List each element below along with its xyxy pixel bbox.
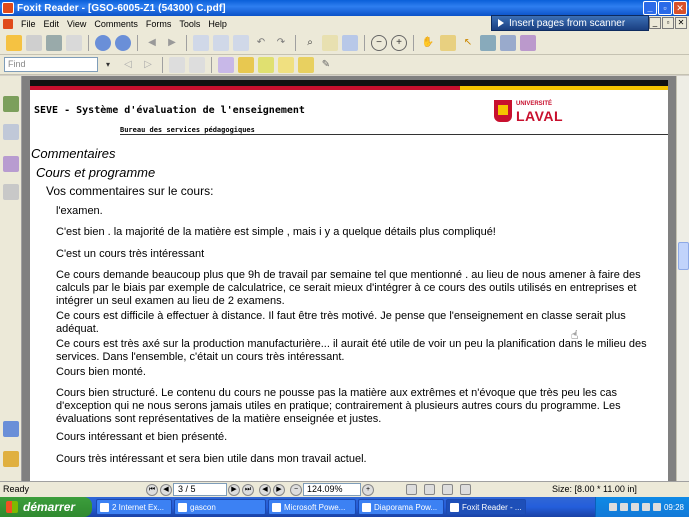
insert-pages-banner[interactable] — [491, 15, 649, 31]
taskbar-item-label: Microsoft Powe... — [284, 502, 346, 512]
maximize-button[interactable]: ▫ — [658, 1, 672, 15]
toolbar-separator — [162, 57, 163, 73]
attachments-panel-icon[interactable] — [3, 184, 19, 200]
comment-text: C'est bien . la majorité de la matière est simple , mais i y a quelque détails plus compliqué! — [56, 226, 496, 238]
update-icon[interactable] — [653, 503, 661, 511]
toolbar-separator — [413, 35, 414, 51]
minimize-button[interactable]: _ — [643, 1, 657, 15]
document-header-subtitle: Bureau des services pédagogiques — [120, 126, 255, 134]
vertical-scrollbar[interactable] — [676, 76, 689, 481]
find-next-icon[interactable]: ▷ — [144, 59, 152, 70]
internet-explorer-icon — [100, 503, 109, 512]
menu-view[interactable]: View — [67, 18, 87, 29]
single-layout-icon[interactable] — [406, 484, 417, 495]
logo-small-text: UNIVERSITÉ — [516, 101, 553, 107]
taskbar-item-label: gascon — [190, 502, 216, 512]
zoom-search-icon[interactable]: ⌕ — [307, 37, 313, 48]
scrollbar-thumb[interactable] — [678, 242, 689, 270]
system-tray — [595, 497, 689, 517]
document-window-controls — [649, 17, 687, 29]
zoom-in-icon[interactable]: + — [391, 35, 407, 51]
pencil-icon[interactable]: ✎ — [321, 59, 331, 70]
back-arrow-icon[interactable]: ◀ — [148, 37, 156, 48]
paste-icon[interactable] — [233, 35, 249, 51]
previous-page-icon[interactable]: ◀ — [160, 484, 172, 496]
save-icon[interactable] — [26, 35, 42, 51]
toolbar-separator — [186, 35, 187, 51]
note-icon[interactable] — [238, 57, 254, 73]
single-page-icon[interactable] — [169, 57, 185, 73]
menu-file[interactable]: File — [21, 18, 36, 29]
clock: 09:28 — [663, 502, 684, 512]
volume-icon[interactable] — [620, 503, 628, 511]
zoom-level-input[interactable]: 124.09% — [303, 483, 361, 496]
continuous-layout-icon[interactable] — [424, 484, 435, 495]
taskbar-item-internet-explorer[interactable] — [96, 499, 172, 515]
comment-text: Cours bien monté. — [56, 366, 146, 378]
taskbar-item-diaporama[interactable] — [358, 499, 444, 515]
doc-minimize-button[interactable]: _ — [649, 17, 661, 29]
last-page-icon[interactable]: ⏭ — [242, 484, 254, 496]
facing-layout-icon[interactable] — [442, 484, 453, 495]
typewriter-icon[interactable] — [298, 57, 314, 73]
comment-text: Cours bien structuré. Le contenu du cours ne pousse pas la matière aux extrêmes et n'évoque que très peu les cas d'exception qui ne nous serons jamais utiles en pratique; contrairement à plusieurs autres cours du programme. Les évaluations sont représentatives de la matière enseignée et justes. — [56, 387, 621, 425]
email-icon[interactable] — [66, 35, 82, 51]
cut-icon[interactable] — [193, 35, 209, 51]
comment-text: l'examen. — [56, 205, 103, 217]
taskbar-item-powerpoint[interactable] — [268, 499, 356, 515]
comment-text: Ce cours est très axé sur la production manufacturière... il aurait été utile de voir un peu la planification dans le milieu des services. Dans l'ensemble, c'était un cours très intéressant. — [56, 338, 647, 363]
window-title: Foxit Reader - [GSO-6005-Z1 (54300) C.pdf] — [17, 2, 226, 14]
page-number-input[interactable]: 3 / 5 — [173, 483, 227, 496]
universite-laval-logo — [494, 100, 564, 124]
pages-panel-icon[interactable] — [3, 124, 19, 140]
find-dropdown-icon[interactable]: ▾ — [105, 60, 110, 69]
play-arrow-icon — [498, 19, 504, 27]
first-page-icon[interactable]: ⏮ — [146, 484, 158, 496]
go-forward-icon[interactable]: ▶ — [273, 484, 285, 496]
main-toolbar — [0, 31, 689, 55]
header-yellow-strip — [460, 86, 668, 90]
start-label: démarrer — [23, 500, 76, 514]
hand-tool-icon[interactable]: ✋ — [421, 37, 435, 48]
go-back-icon[interactable]: ◀ — [259, 484, 271, 496]
comment-text: Cours intéressant et bien présenté. — [56, 431, 228, 443]
menu-forms[interactable]: Forms — [145, 18, 172, 29]
hand-cursor-icon: ☝ — [571, 328, 579, 342]
navigation-pane — [0, 76, 22, 481]
arrow-select-icon[interactable]: ↖ — [463, 37, 473, 48]
comment-text: Cours très intéressant et sera bien utile dans mon travail actuel. — [56, 453, 367, 465]
page-size-text: Size: [8.00 * 11.00 in] — [552, 484, 637, 494]
toolbar-separator — [88, 35, 89, 51]
subsection-heading: Cours et programme — [36, 165, 156, 180]
logo-big-text: LAVAL — [516, 108, 564, 124]
highlight-icon[interactable] — [258, 57, 274, 73]
menu-edit[interactable]: Edit — [43, 18, 60, 29]
continuous-facing-layout-icon[interactable] — [460, 484, 471, 495]
close-button[interactable]: ✕ — [673, 1, 687, 15]
status-bar — [0, 481, 689, 497]
taskbar-item-gascon[interactable] — [174, 499, 266, 515]
status-ready-text: Ready — [3, 484, 30, 494]
powerpoint-icon — [272, 503, 281, 512]
title-bar — [0, 0, 689, 16]
next-page-icon[interactable]: ▶ — [228, 484, 240, 496]
copy-icon[interactable] — [213, 35, 229, 51]
windows-flag-icon — [6, 501, 18, 513]
redo-icon[interactable]: ↷ — [276, 37, 286, 48]
fit-page-icon[interactable] — [322, 35, 338, 51]
folder-icon — [178, 503, 187, 512]
lock-icon[interactable] — [3, 451, 19, 467]
toolbar-separator — [137, 35, 138, 51]
status-zoom-in-icon[interactable]: + — [362, 484, 374, 496]
window-controls — [643, 1, 687, 15]
bookmarks-panel-icon[interactable] — [3, 96, 19, 112]
undo-icon[interactable]: ↶ — [256, 37, 266, 48]
laval-shield-icon — [494, 100, 512, 122]
section-heading: Commentaires — [31, 146, 116, 161]
taskbar-item-label: Diaporama Pow... — [374, 502, 438, 512]
pdf-page — [30, 80, 668, 481]
doc-restore-button[interactable]: ▫ — [662, 17, 674, 29]
menu-tools[interactable]: Tools — [179, 18, 201, 29]
security-icon[interactable] — [631, 503, 639, 511]
continuous-page-icon[interactable] — [189, 57, 205, 73]
banner-label: Insert pages from scanner — [509, 17, 626, 29]
bookmark-icon[interactable] — [500, 35, 516, 51]
start-button[interactable] — [0, 497, 92, 517]
camera-icon[interactable] — [520, 35, 536, 51]
comment-text: C'est un cours très intéressant — [56, 248, 205, 260]
status-zoom-out-icon[interactable]: − — [290, 484, 302, 496]
layers-panel-icon[interactable] — [3, 156, 19, 172]
document-icon[interactable] — [3, 19, 13, 29]
find-previous-icon[interactable]: ◁ — [124, 59, 132, 70]
page-down-icon[interactable] — [115, 35, 131, 51]
document-viewport[interactable] — [22, 76, 676, 481]
forward-arrow-icon[interactable]: ▶ — [168, 37, 176, 48]
taskbar-item-foxit[interactable] — [446, 499, 526, 515]
zoom-out-icon[interactable]: − — [371, 35, 387, 51]
slideshow-icon — [362, 503, 371, 512]
windows-taskbar — [0, 497, 689, 517]
comment-icon[interactable] — [278, 57, 294, 73]
toolbar-separator — [211, 57, 212, 73]
toolbar-separator — [364, 35, 365, 51]
foxit-taskbar-icon — [450, 503, 459, 512]
foxit-app-icon — [2, 2, 14, 14]
snapshot-icon[interactable] — [480, 35, 496, 51]
doc-close-button[interactable]: ✕ — [675, 17, 687, 29]
page-navigation — [145, 483, 375, 496]
comments-panel-icon[interactable] — [3, 421, 19, 437]
network-icon[interactable] — [609, 503, 617, 511]
toolbar-separator — [295, 35, 296, 51]
select-text-icon[interactable] — [440, 35, 456, 51]
open-folder-icon[interactable] — [6, 35, 22, 51]
annotate-icon[interactable] — [218, 57, 234, 73]
header-divider — [120, 134, 668, 135]
find-input[interactable]: Find — [4, 57, 98, 72]
fit-width-icon[interactable] — [342, 35, 358, 51]
taskbar-item-label: Foxit Reader - ... — [462, 502, 522, 512]
print-icon[interactable] — [46, 35, 62, 51]
page-layout-controls — [404, 484, 473, 495]
document-header-title: SEVE - Système d'évaluation de l'enseignement — [34, 105, 305, 116]
menu-help[interactable]: Help — [208, 18, 227, 29]
menu-comments[interactable]: Comments — [94, 18, 138, 29]
secondary-toolbar — [0, 55, 689, 75]
page-up-icon[interactable] — [95, 35, 111, 51]
question-heading: Vos commentaires sur le cours: — [46, 184, 214, 198]
taskbar-item-label: 2 Internet Ex... — [112, 502, 165, 512]
antivirus-icon[interactable] — [642, 503, 650, 511]
comment-text: Ce cours demande beaucoup plus que 9h de travail par semaine tel que mentionné . au lieu de nous amener à faire des calculs par le biais par exemple de calculatrice, ce serait mieux d'intégrer à ce cours des outils utilisés en entreprises et intégrer un seul examen au lieu de 2 examens. — [56, 269, 641, 307]
comment-text: Ce cours est difficile à effectuer à distance. Il faut être très motivé. Je pense que l'enseignement en classe serait plus adéquat. — [56, 310, 626, 335]
